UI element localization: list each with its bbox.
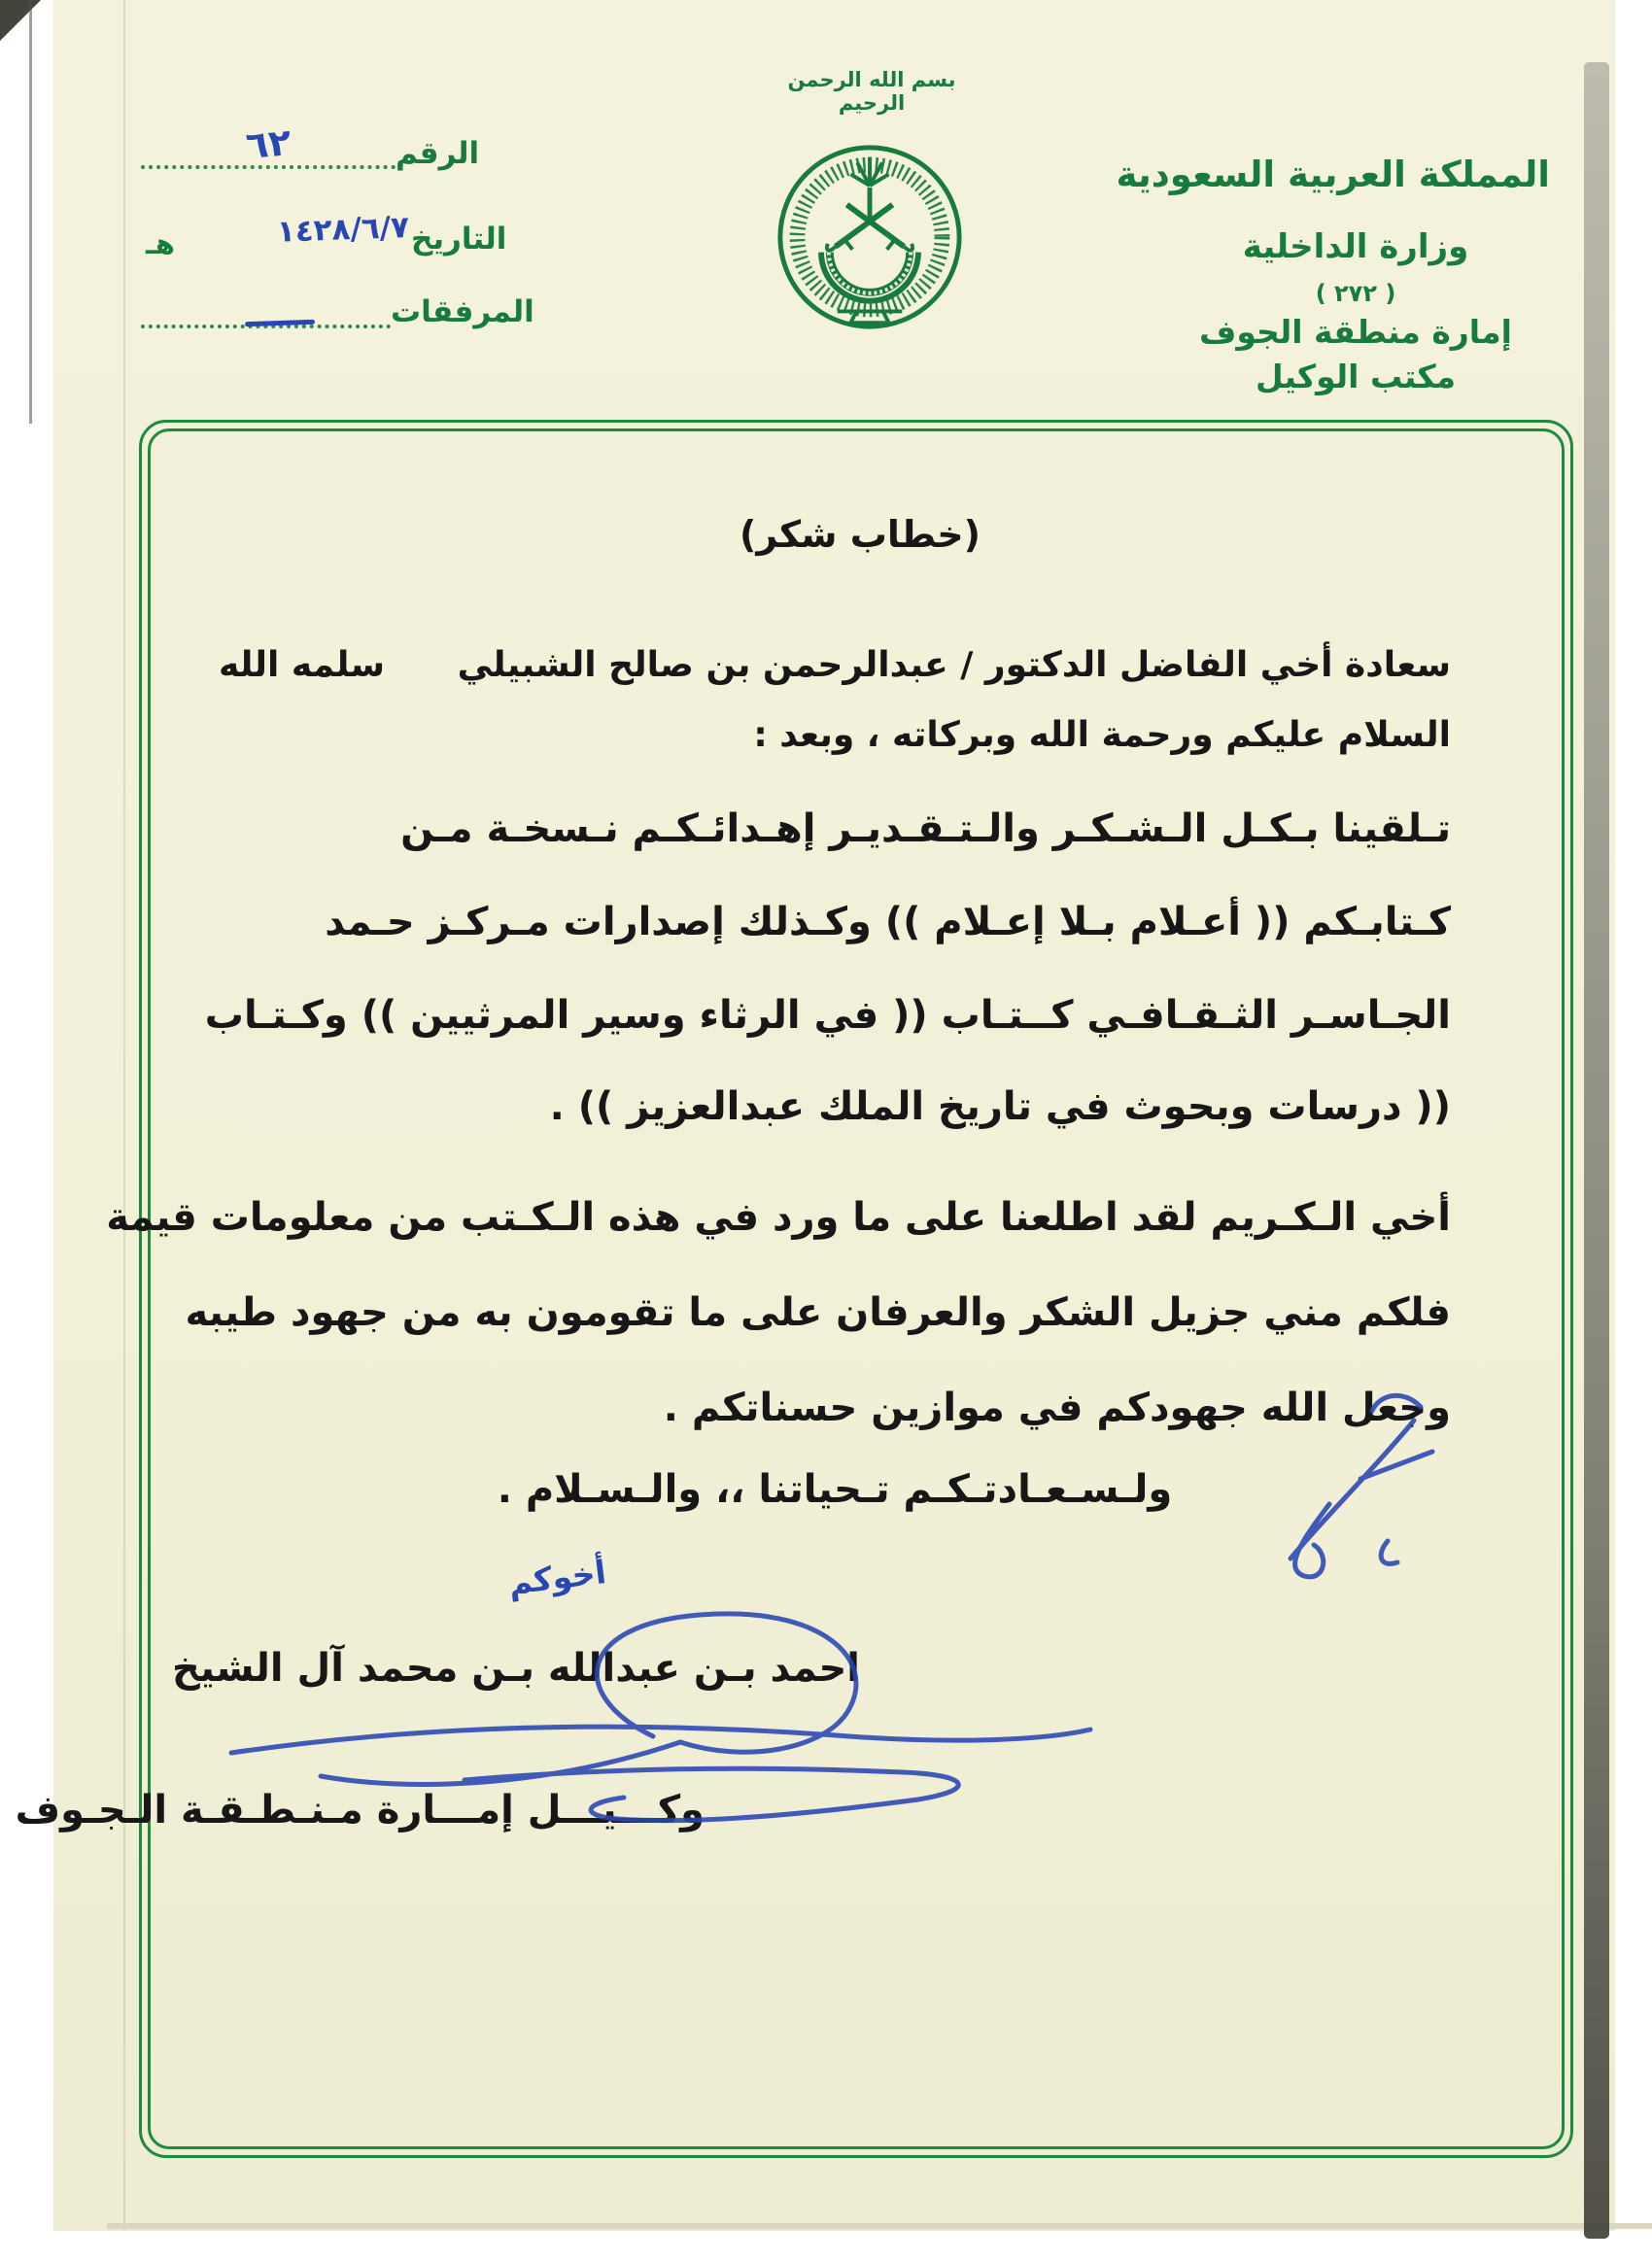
number-handwritten-value: ٦٢ [244, 120, 293, 167]
body-line-4-text: (( درسات وبحوث في تاريخ الملك عبدالعزيز )) . [549, 1084, 1451, 1129]
body-line-2: كـتابـكم (( أعـلام بـلا إعـلام )) وكـذلك إصدارات مـركـز حـمد [325, 900, 1451, 944]
body-line-5: أخي الـكـريم لقد اطلعنا على ما ورد في هذه الـكـتب من معلومات قيمة [106, 1195, 1451, 1240]
letter-border-frame-inner [15, 428, 1565, 2149]
body-line-3: الجـاسـر الثـقـافـي كــتـاب (( في الرثاء وسير المرثيين )) وكـتـاب [204, 993, 1451, 1038]
signatory-name: احمد بـن عبدالله بـن محمد آل الشيخ [172, 1646, 860, 1691]
addressee-blessing: سلمه الله [219, 645, 385, 685]
paper-bottom-edge [107, 2223, 1652, 2229]
paper-crease [123, 0, 125, 2231]
closing-line: ولـسـعـادتـكـم تـحياتنا ،، والـسـلام . [497, 1467, 1173, 1512]
date-field-label: التاريخ [411, 222, 507, 257]
handwritten-akhukum: أخوكم [505, 1552, 608, 1603]
kingdom-name: المملكة العربية السعودية [1116, 154, 1550, 195]
hijri-suffix: هـ [146, 227, 176, 260]
body-line-6: فلكم مني جزيل الشكر والعرفان على ما تقومون به من جهود طيبه [185, 1290, 1451, 1335]
emirate-name: إمارة منطقة الجوف [1199, 313, 1512, 351]
letter-paper [15, 0, 1615, 2231]
scan-corner-mark [0, 0, 41, 41]
bismillah-calligraphy: بسم الله الرحمن الرحيم [787, 68, 956, 115]
addressee-row [219, 645, 1451, 685]
attachments-field-label: المرفقات [391, 294, 534, 329]
body-line-1: تـلقينا بـكـل الـشـكـر والـتـقـديـر إهـدائـكـم نـسخـة مـن [400, 806, 1451, 851]
signatory-title: وكـــيـــل إمـــارة مـنـطـقـة الـجـوف [15, 1788, 705, 1833]
number-dotted-line [141, 165, 396, 169]
number-field-label: الرقم [396, 136, 480, 171]
scan-edge-line [29, 0, 32, 424]
date-handwritten-value: ١٤٢٨/٦/٧ [276, 210, 410, 250]
office-code: ( ٢٧٢ ) [1315, 280, 1396, 307]
ministry-name: وزارة الداخلية [1242, 227, 1469, 266]
scan-right-strip [1584, 62, 1609, 2239]
body-line-7: وجعل الله جهودكم في موازين حسناتكم . [663, 1386, 1451, 1430]
ministry-emblem-icon [774, 142, 965, 332]
letter-title: (خطاب شكر) [740, 513, 981, 556]
salutation-line: السلام عليكم ورحمة الله وبركاته ، وبعد : [753, 715, 1451, 755]
body-line-4 [219, 1084, 1451, 1129]
addressee-name: سعادة أخي الفاضل الدكتور / عبدالرحمن بن صالح الشبيلي [457, 645, 1451, 685]
office-name: مكتب الوكيل [1255, 358, 1457, 395]
